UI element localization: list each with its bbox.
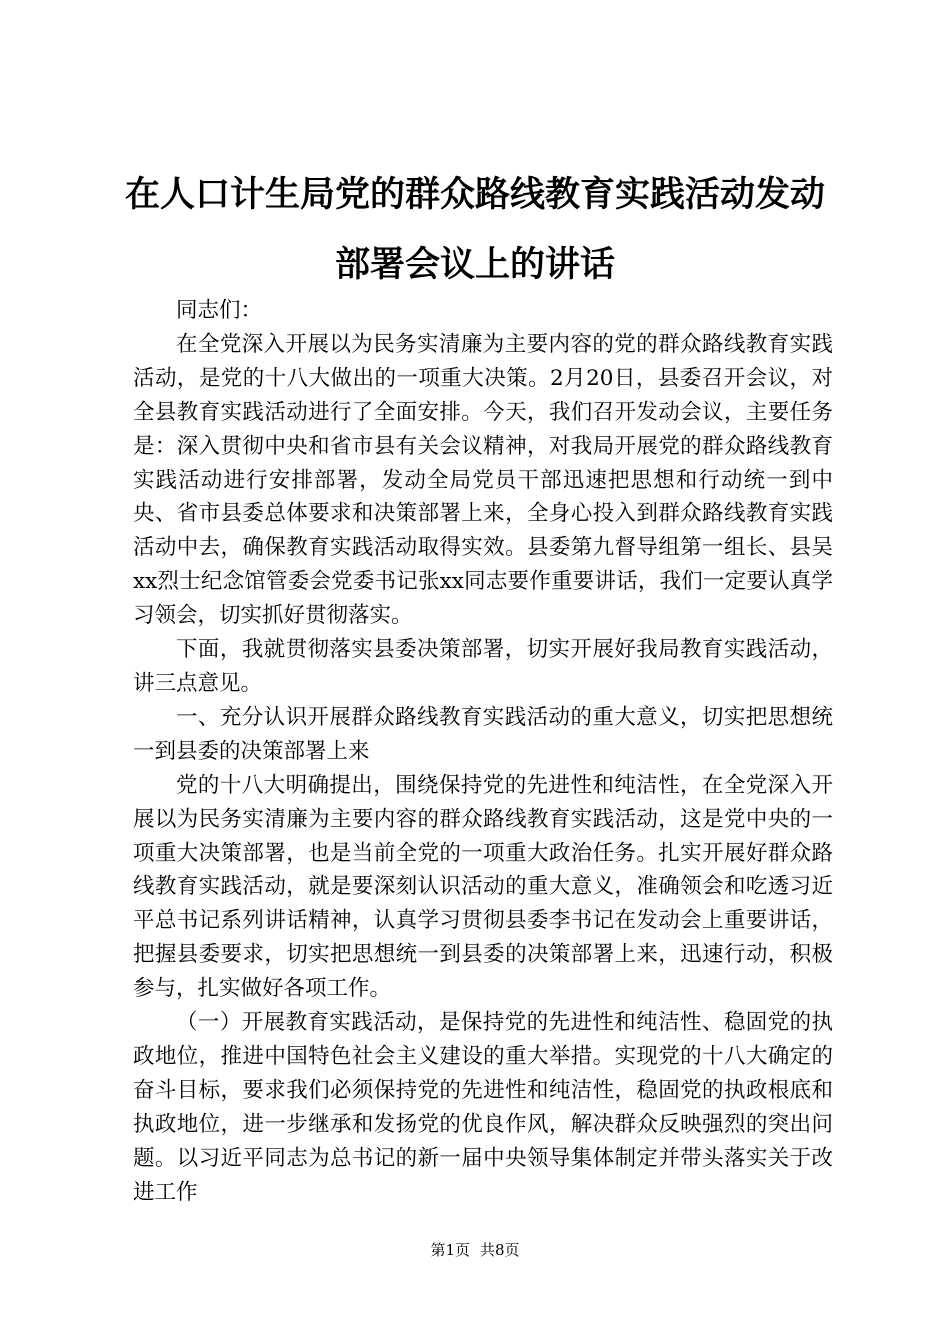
salutation: 同志们：: [176, 298, 263, 323]
body-paragraph: 党的十八大明确提出，围绕保持党的先进性和纯洁性，在全党深入开展以为民务实清廉为主要内容的群众路线教育实践活动，这是党中央的一项重大决策部署，也是当前全党的一项重大政治任务。扎实开展好群众路线教育实践活动，就是要深刻认识活动的重大意义，准确领会和吃透习近平总书记系列讲话精神，认真学习贯彻县委李书记在发动会上重要讲话，把握县委要求，切实把思想统一到县委的决策部署上来，迅速行动，积极参与，扎实做好各项工作。: [133, 772, 833, 1002]
document-title: [100, 160, 850, 300]
title-line-1: 在人口计生局党的群众路线教育实践活动发动: [124, 175, 825, 215]
body-paragraph: 下面，我就贯彻落实县委决策部署，切实开展好我局教育实践活动，讲三点意见。: [133, 637, 833, 696]
page-footer: [0, 1240, 950, 1260]
section-heading: 一、充分认识开展群众路线教育实践活动的重大意义，切实把思想统一到县委的决策部署上来: [133, 704, 833, 764]
document-body: [133, 294, 833, 1209]
title-line-2: 部署会议上的讲话: [334, 245, 615, 285]
body-paragraph: （一）开展教育实践活动，是保持党的先进性和纯洁性、稳固党的执政地位，推进中国特色社会主义建设的重大举措。实现党的十八大确定的奋斗目标，要求我们必须保持党的先进性和纯洁性，稳固党的执政根底和执政地位，进一步继承和发扬党的优良作风，解决群众反映强烈的突出问题。以习近平同志为总书记的新一届中央领导集体制定并带头落实关于改进工作: [133, 1010, 833, 1205]
page-total: 共8页: [480, 1241, 520, 1259]
body-paragraph: 在全党深入开展以为民务实清廉为主要内容的党的群众路线教育实践活动，是党的十八大做出的一项重大决策。2月20日，县委召开会议，对全县教育实践活动进行了全面安排。今天，我们召开发动会议，主要任务是：深入贯彻中央和省市县有关会议精神，对我局开展党的群众路线教育实践活动进行安排部署，发动全局党员干部迅速把思想和行动统一到中央、省市县委总体要求和决策部署上来，全身心投入到群众路线教育实践活动中去，确保教育实践活动取得实效。县委第九督导组第一组长、县吴xx烈士纪念馆管委会党委书记张xx同志要作重要讲话，我们一定要认真学习领会，切实抓好贯彻落实。: [133, 331, 833, 629]
page-number: 第1页: [430, 1241, 470, 1259]
